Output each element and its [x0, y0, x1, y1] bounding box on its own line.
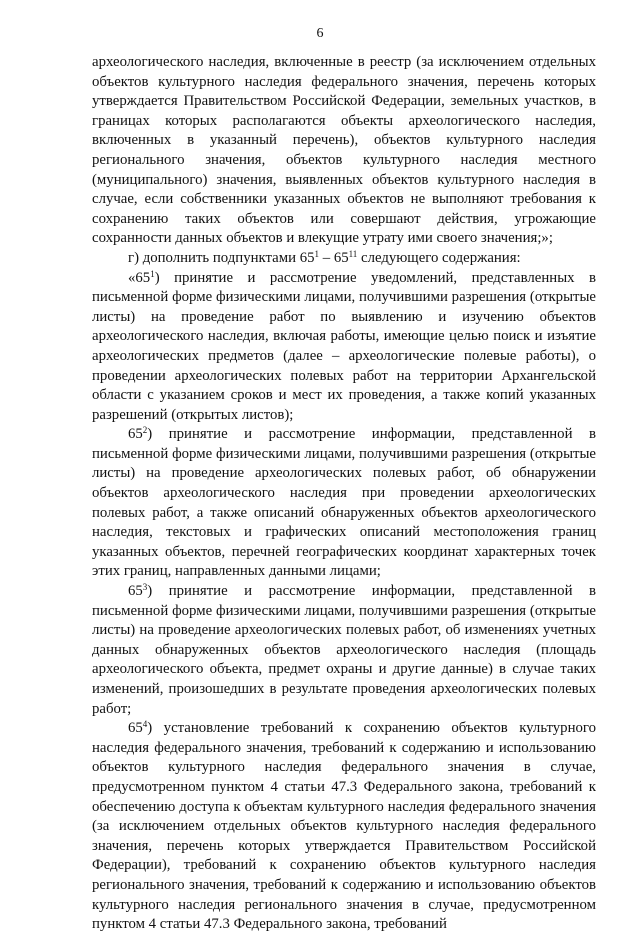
superscript-index: 11: [348, 248, 358, 259]
paragraph-text: ) принятие и рассмотрение информации, представленной в письменной форме физическими лицами, получившими разрешения (открытые листы) на проведение археологических полевых работ, об изменениях учетных данных обнаруженных объектов археологического наследия (площадь археологического объекта, предмет охраны и другие данные) в случае таких изменений, произошедших в результате проведения археологических полевых работ;: [92, 583, 596, 717]
paragraph-text: ) принятие и рассмотрение уведомлений, представленных в письменной форме физическими лицами, получившими разрешения (открытые листы) на проведение работ по выявлению и изучению объектов археологического наследия, включая работы, имеющие целью поиск и изъятие археологических предметов (далее – археологические полевые работы), о проведении археологических полевых работ на территории Архангельской области с указанием сроков и мест их проведения, а также копий указанных разрешений (открытых листов);: [92, 269, 596, 423]
superscript-index: 4: [142, 719, 148, 730]
paragraph-text: г) дополнить подпунктами 65: [128, 249, 315, 266]
document-body: [92, 53, 596, 935]
paragraph: [92, 249, 596, 269]
paragraph-text: «65: [128, 269, 151, 286]
superscript-index: 2: [142, 425, 148, 436]
superscript-index: 1: [150, 268, 155, 279]
paragraph-text: 65: [128, 720, 143, 737]
superscript-index: 3: [142, 582, 148, 593]
paragraph-text: – 65: [319, 249, 349, 266]
paragraph-text: следующего содержания:: [357, 249, 521, 266]
paragraph: [92, 582, 596, 719]
superscript-index: 1: [314, 248, 320, 259]
paragraph-text: 65: [128, 583, 143, 600]
paragraph-text: археологического наследия, включенные в реестр (за исключением отдельных объектов культурного наследия федерального значения, перечень которых утверждается Правительством Российской Федерации, земельных участков, в границах которых располагаются объекты археологического наследия, включенных в указанный перечень), объектов культурного наследия регионального значения, объектов культурного наследия местного (муниципального) значения, выявленных объектов культурного наследия в случае, если собственники указанных объектов не выполняют требования к сохранению таких объектов или совершают действия, угрожающие сохранности данных объектов и влекущие утрату ими своего значения;»;: [92, 54, 596, 247]
page-number: 6: [316, 26, 324, 41]
paragraph: [92, 269, 596, 426]
paragraph: [92, 719, 596, 935]
paragraph: [92, 53, 596, 249]
paragraph-text: ) установление требований к сохранению объектов культурного наследия федерального значения, требований к содержанию и использованию объектов культурного наследия федерального значения в случае, предусмотренном пунктом 4 статьи 47.3 Федерального закона, требований к обеспечению доступа к объектам культурного наследия федерального значения (за исключением отдельных объектов культурного наследия федерального значения, перечень которых утверждается Правительством Российской Федерации), требований к сохранению объектов культурного наследия регионального значения, требований к содержанию и использованию объектов культурного наследия регионального значения в случае, предусмотренном пунктом 4 статьи 47.3 Федерального закона, требований: [92, 720, 596, 933]
paragraph-text: ) принятие и рассмотрение информации, представленной в письменной форме физическими лицами, получившими разрешения (открытые листы) на проведение археологических полевых работ, об обнаружении объектов археологического наследия при проведении археологических полевых работ, а также описаний обнаруженных объектов археологического наследия, текстовых и графических описаний местоположения границ указанных объектов, перечней географических координат характерных точек этих границ, направленных данными лицами;: [92, 426, 596, 580]
paragraph: [92, 425, 596, 582]
paragraph-text: 65: [128, 426, 143, 443]
